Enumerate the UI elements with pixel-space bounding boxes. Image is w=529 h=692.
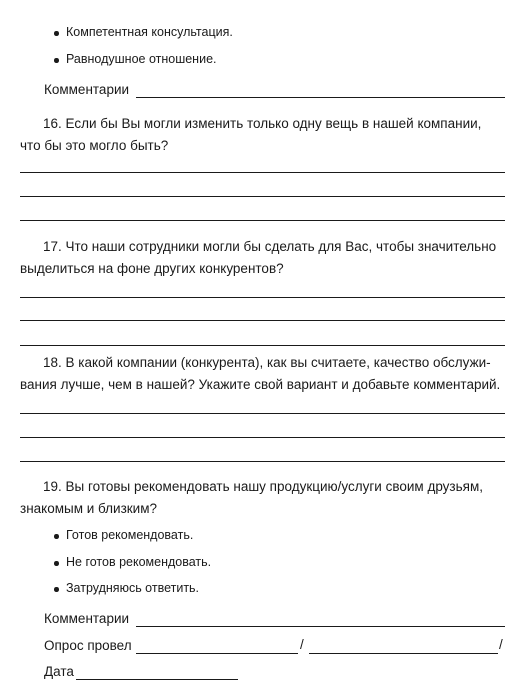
date-label: Дата bbox=[44, 664, 74, 679]
answer-line[interactable] bbox=[20, 413, 505, 414]
answer-line[interactable] bbox=[20, 345, 505, 346]
option-ready-to-recommend: Готов рекомендовать. bbox=[66, 528, 194, 542]
comment-label: Комментарии bbox=[44, 611, 130, 626]
question-19 bbox=[20, 476, 510, 520]
surveyor-signature-line[interactable] bbox=[309, 653, 498, 654]
question-18-line-2: вания лучше, чем в нашей? Укажите свой вариант и добавьте комментарий. bbox=[20, 377, 501, 392]
question-16-line-2: что бы это могло быть? bbox=[20, 138, 169, 153]
date-answer-line[interactable] bbox=[76, 679, 238, 680]
question-18-line-1: 18. В какой компании (конкурента), как вы считаете, качество обслужи- bbox=[43, 355, 491, 370]
separator-slash: / bbox=[300, 637, 304, 652]
option-competent-consultation: Компетентная консультация. bbox=[66, 25, 233, 39]
option-not-ready-to-recommend: Не готов рекомендовать. bbox=[66, 555, 212, 569]
question-18 bbox=[20, 352, 510, 396]
comment-answer-line[interactable] bbox=[136, 626, 505, 627]
separator-slash: / bbox=[499, 637, 503, 652]
comment-label: Комментарии bbox=[44, 82, 130, 97]
question-17 bbox=[20, 236, 510, 280]
answer-line[interactable] bbox=[20, 437, 505, 438]
question-16 bbox=[20, 113, 510, 157]
question-17-line-2: выделиться на фоне других конкурентов? bbox=[20, 261, 284, 276]
question-17-line-1: 17. Что наши сотрудники могли бы сделать для Вас, чтобы значительно bbox=[43, 239, 497, 254]
comment-answer-line[interactable] bbox=[136, 97, 505, 98]
surveyor-name-line[interactable] bbox=[136, 653, 298, 654]
answer-line[interactable] bbox=[20, 220, 505, 221]
question-19-line-2: знакомым и близким? bbox=[20, 501, 157, 516]
question-16-line-1: 16. Если бы Вы могли изменить только одну вещь в нашей компании, bbox=[43, 116, 482, 131]
question-19-line-1: 19. Вы готовы рекомендовать нашу продукцию/услуги своим друзьям, bbox=[43, 479, 483, 494]
answer-line[interactable] bbox=[20, 320, 505, 321]
option-indifferent-attitude: Равнодушное отношение. bbox=[66, 52, 217, 66]
answer-line[interactable] bbox=[20, 196, 505, 197]
answer-line[interactable] bbox=[20, 172, 505, 173]
option-hard-to-answer: Затрудняюсь ответить. bbox=[66, 581, 200, 595]
answer-line[interactable] bbox=[20, 461, 505, 462]
surveyor-label: Опрос провел bbox=[44, 638, 132, 653]
answer-line[interactable] bbox=[20, 297, 505, 298]
